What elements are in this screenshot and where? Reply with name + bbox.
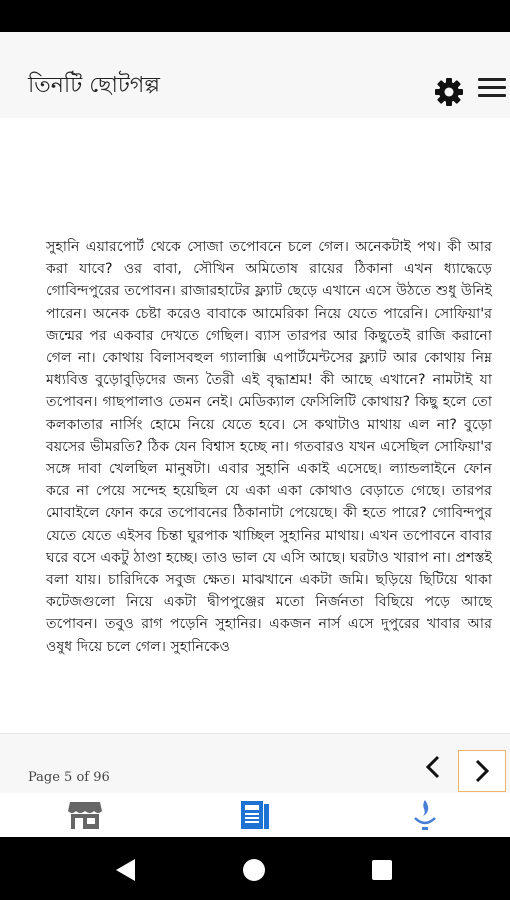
previous-page-button[interactable] xyxy=(418,750,448,784)
system-back-button[interactable] xyxy=(113,857,139,883)
reading-area[interactable] xyxy=(0,118,510,733)
system-home-button[interactable] xyxy=(241,857,267,883)
nav-item-reader[interactable] xyxy=(170,795,340,835)
story-text: সুহানি এয়ারপোর্ট থেকে সোজা তপোবনে চলে গেল। অনেকটাই পথ। কী আর করা যাবে? ওর বাবা, সৌখিন অমিতোষ রায়ের ঠিকানা এখন ধ্যাদ্ধেড়ে গোবিন্দপুরের তপোবন। রাজারহাটের ফ্ল্যাট ছেড়ে এখানে এসে উঠতে শুধু উনিই পারেন। অনেক চেষ্টা করেও বাবাকে আমেরিকা নিয়ে যেতে পারেনি। সোফিয়া'র জন্মের পর একবার দেখতে গেছিল। ব্যাস তারপর আর কিছুতেই রাজি করানো গেল না। কোথায় বিলাসবহুল গ্যালাক্সি এপার্টমেন্টসের ফ্ল্যাট আর কোথায় নিম্ন মধ্যবিত্ত বুড়োবুড়িদের জন্য তৈরী এই বৃদ্ধাশ্রম! কী আছে এখানে? নামটাই যা তপোবন। গাছপালাও তেমন নেই। মেডিক্যাল ফেসিলিটি কোথায়? কিছু হলে তো কলকাতার নার্সিং হোমে নিয়ে যেতে হবে। সে কথাটাও মাথায় এল না? বুড়ো বয়সের ভীমরতি? ঠিক যেন বিশ্বাস হচ্ছে না। গতবারও যখন এসেছিল সোফিয়া'র সঙ্গে দাবা খেলছিল মানুষটা। এবার সুহানি একাই এসেছে। ল্যান্ডলাইনে ফোন করে না পেয়ে সন্দেহ হয়েছিল যে একা একা কোথাও বেড়াতে গেছে। তারপর মোবাইলে ফোন করে তপোবনের ঠিকানাটা পেয়েছে। কী হতে পারে? গোবিন্দপুর যেতে যেতে এইসব চিন্তা ঘুরপাক খাচ্ছিল সুহানির মাথায়। এখন তপোবনে বাবার ঘরে বসে একটু ঠাণ্ডা হচ্ছে। তাও ভাল যে এসি আছে। ঘরটাও খারাপ না। প্রশস্তই বলা যায়। চারিদিকে সবুজ ক্ষেত। মাঝখানে একটা জমি। ছড়িয়ে ছিটিয়ে থাকা কটেজগুলো নিয়ে একটা দ্বীপপুঞ্জের মতো নির্জনতা বিছিয়ে পড়ে আছে তপোবন। তবুও রাগ পড়েনি সুহানির। একজন নার্স এসে দুপুরের খাবার আর ওষুধ দিয়ে চলে গেল। সুহানিকেও xyxy=(46,239,492,655)
hamburger-menu-icon xyxy=(478,78,506,97)
back-triangle-icon xyxy=(113,857,139,883)
system-navigation-bar xyxy=(0,837,510,900)
nav-item-store[interactable] xyxy=(0,795,170,835)
recents-square-icon xyxy=(369,857,395,883)
chevron-left-icon xyxy=(424,754,442,780)
pager-bar xyxy=(0,733,510,794)
bottom-nav xyxy=(0,793,510,837)
home-circle-icon xyxy=(241,857,267,883)
lamp-icon xyxy=(409,798,441,832)
next-page-button[interactable] xyxy=(458,750,506,792)
nav-item-lamp[interactable] xyxy=(340,795,510,835)
menu-button[interactable] xyxy=(478,78,506,104)
book-pages-icon xyxy=(239,799,271,831)
gear-icon xyxy=(433,76,465,108)
settings-button[interactable] xyxy=(433,76,465,108)
system-recents-button[interactable] xyxy=(369,857,395,883)
chevron-right-icon xyxy=(473,758,491,784)
store-icon xyxy=(67,799,103,831)
status-bar xyxy=(0,0,510,32)
page-title: তিনটি ছোটগল্প xyxy=(28,73,160,98)
page-indicator: Page 5 of 96 xyxy=(28,770,110,785)
app-header xyxy=(0,32,510,119)
